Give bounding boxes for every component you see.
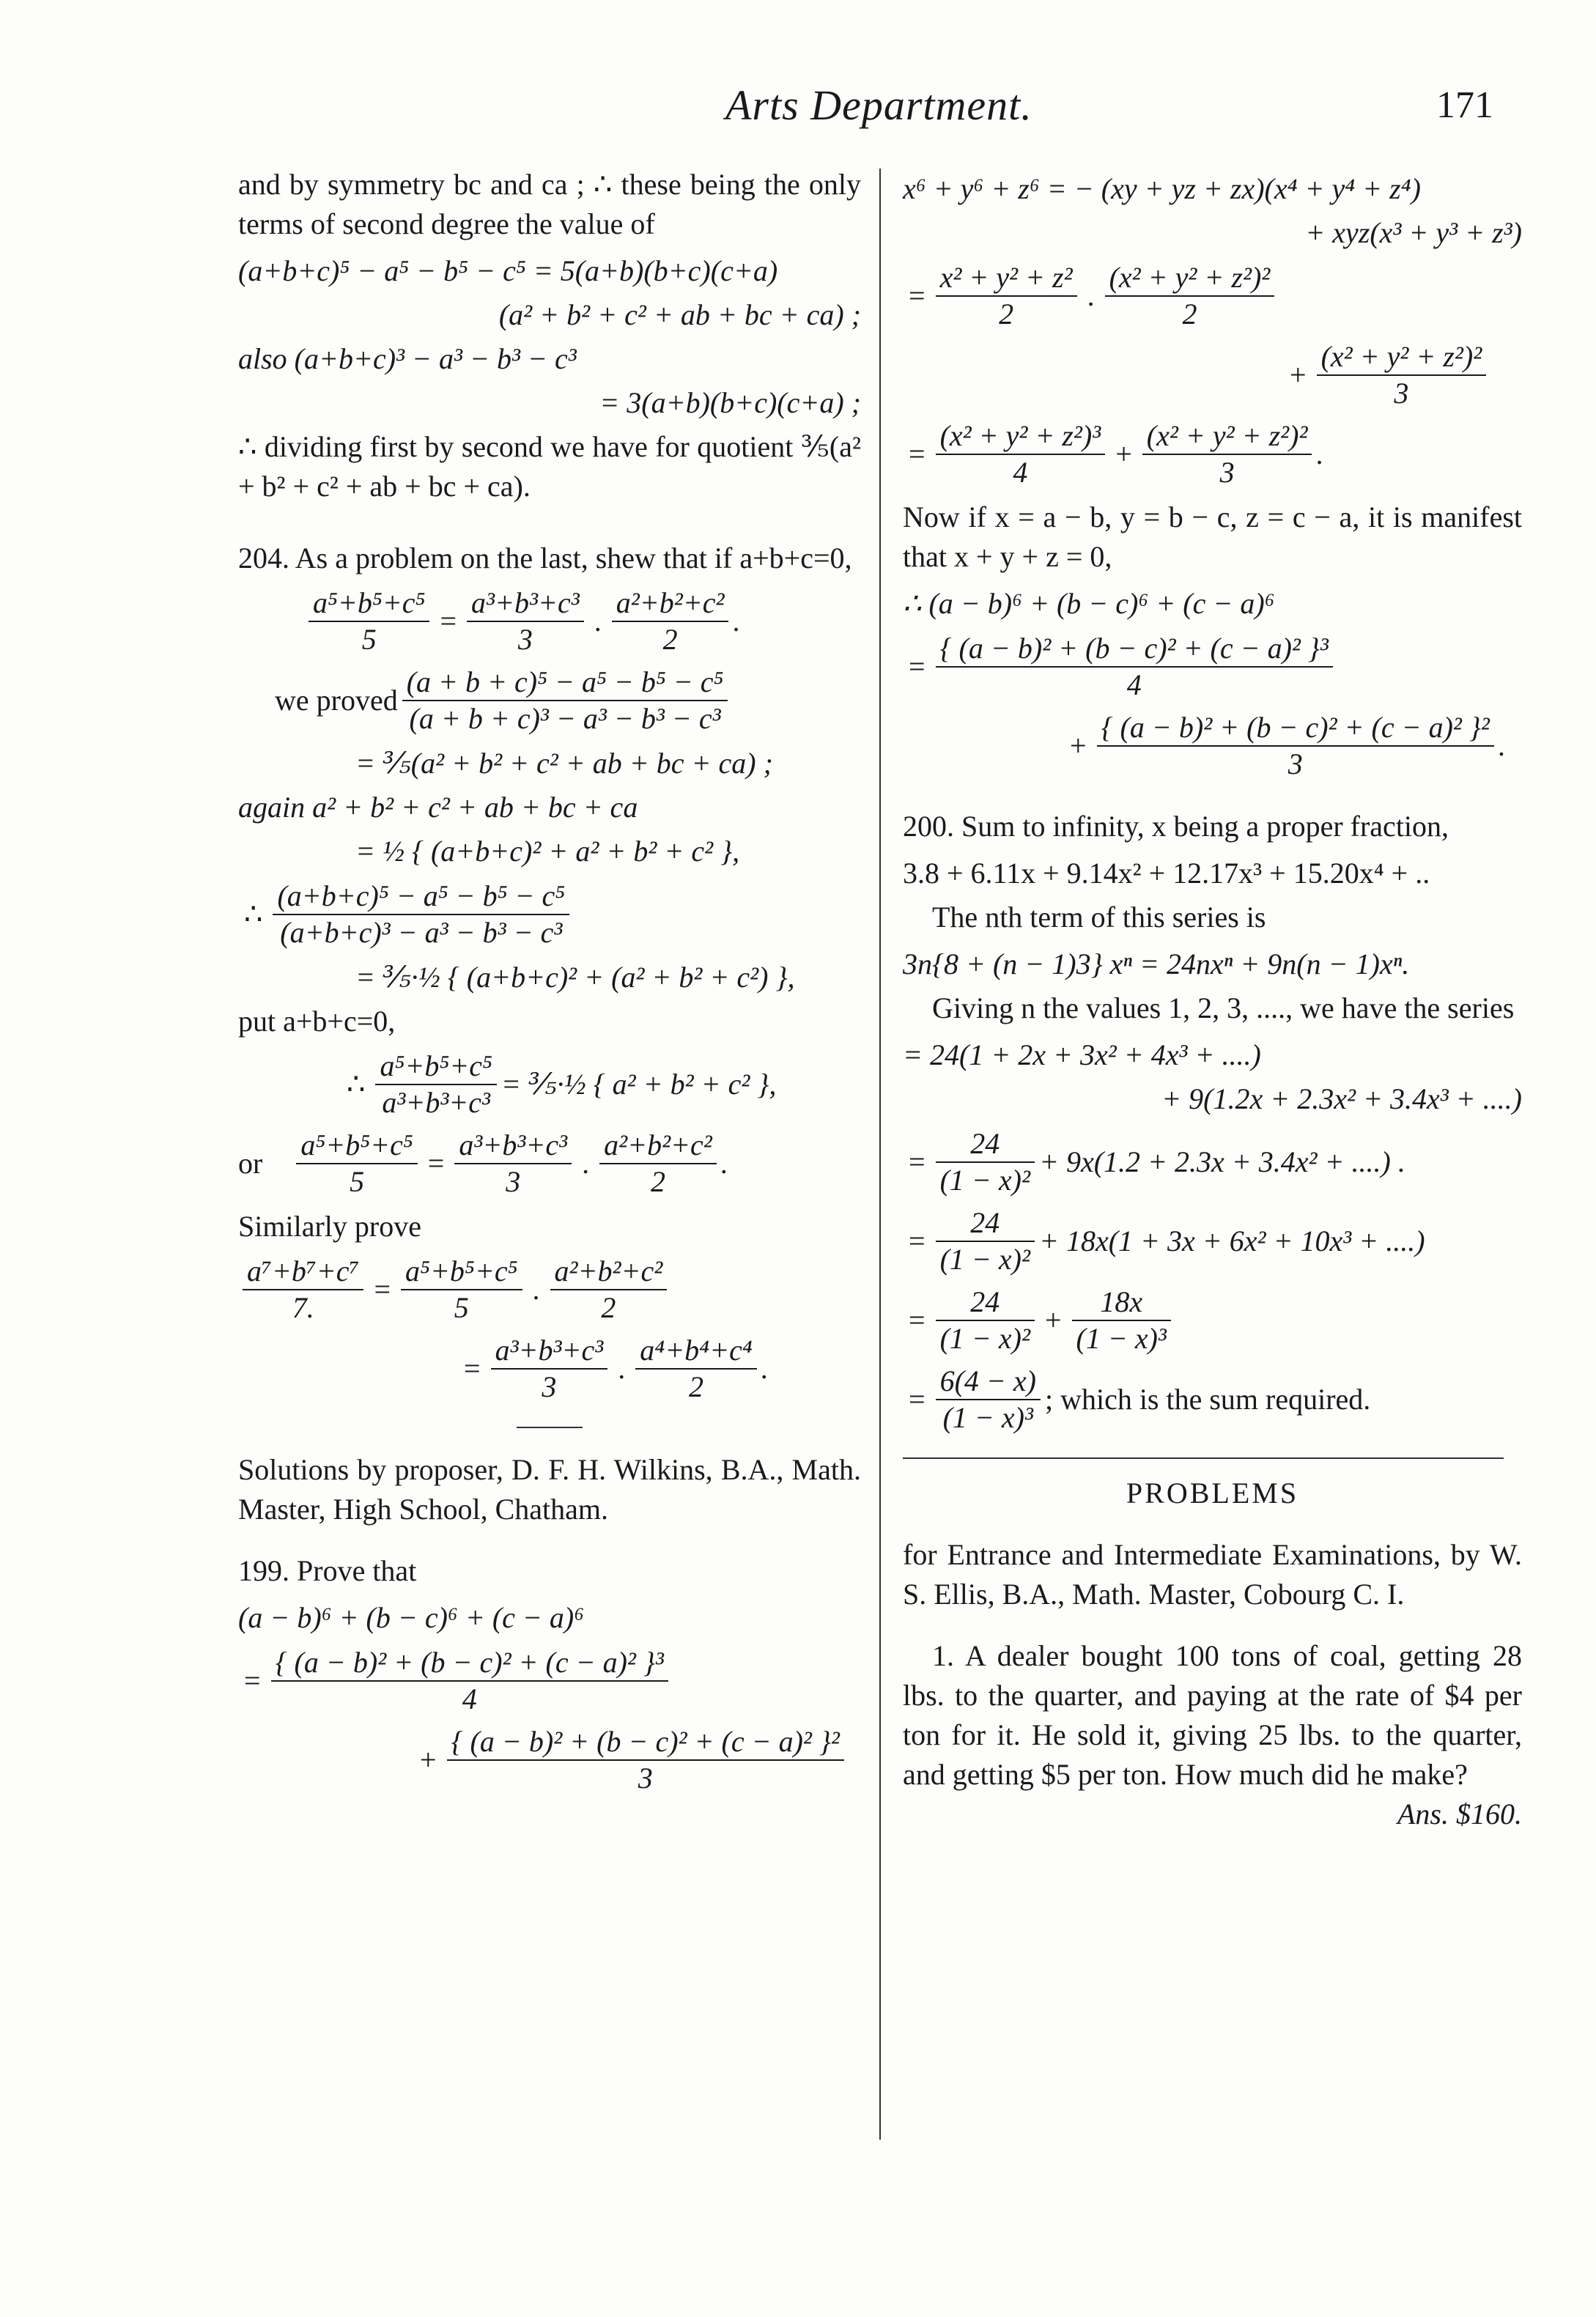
equation: = $\frac{\text{a³+b³+c³}}{3}$ . $\frac{\text{a⁴+b⁴+c⁴}}{2}$ . xyxy=(464,1334,769,1403)
equation: = $\frac{\text{(x² + y² + z²)³}}{4}$ + $\frac{\text{(x² + y² + z²)²}}{3}$ . xyxy=(909,419,1324,489)
equation: $\frac{\text{a⁵+b⁵+c⁵}}{5}$ = $\frac{\text{a³+b³+c³}}{3}$ . $\frac{\text{a²+b²+c²}}{2}$ . xyxy=(238,585,861,657)
equation: (a − b)⁶ + (b − c)⁶ + (c − a)⁶ xyxy=(238,1601,585,1634)
paragraph: 199. Prove that xyxy=(238,1554,417,1587)
equation: (a² + b² + c² + ab + bc + ca) ; xyxy=(498,298,861,331)
column-divider xyxy=(879,169,881,2140)
paragraph: 1. A dealer bought 100 tons of coal, getting 28 lbs. to the quarter, and paying at the rate of $4 per ton for it. He sold it, giving 25 lbs. to the quarter, and getting $5 per ton. How much did he make? Ans. $160. xyxy=(903,1636,1522,1795)
paragraph: Now if x = a − b, y = b − c, z = c − a, it is manifest that x + y + z = 0, xyxy=(903,500,1522,573)
paragraph: put a+b+c=0, xyxy=(238,1005,396,1038)
equation: = 3(a+b)(b+c)(c+a) ; xyxy=(599,386,861,419)
equation: + 9(1.2x + 2.3x² + 3.4x³ + ....) xyxy=(1161,1082,1522,1115)
left-column xyxy=(238,165,861,1803)
section-rule xyxy=(903,1457,1504,1459)
equation: also (a+b+c)³ − a³ − b³ − c³ xyxy=(238,342,577,375)
equation: + $\frac{\text{\{ (a − b)² + (b − c)² + (c − a)² \}²}}{3}$ . xyxy=(1070,711,1506,780)
paragraph: Solutions by proposer, D. F. H. Wilkins, B.A., Math. Master, High School, Chatham. xyxy=(238,1453,861,1526)
answer: Ans. $160. xyxy=(1397,1797,1522,1830)
paragraph: The nth term of this series is xyxy=(932,901,1266,934)
running-head: Arts Department. xyxy=(725,81,1032,129)
equation: $\frac{\text{a⁷+b⁷+c⁷}}{7.}$ = $\frac{\text{a⁵+b⁵+c⁵}}{5}$ . $\frac{\text{a²+b²+c²}}{2}$ xyxy=(238,1254,861,1326)
equation: = $\frac{24}{\text{(1 − x)²}}$ + 9x(1.2 + 2.3x + 3.4x² + ....) . xyxy=(909,1127,1405,1197)
equation: + xyz(x³ + y³ + z³) xyxy=(1305,216,1522,249)
equation: we proved $\frac{\text{(a + b + c)⁵ − a⁵ − b⁵ − c⁵}}{\text{(a + b + c)³ − a³ − b³ − c³}}$ xyxy=(238,665,861,736)
paragraph: Giving n the values 1, 2, 3, ...., we have the series xyxy=(932,991,1515,1024)
equation: = $\frac{6(4 - x)}{\text{(1 − x)³}}$ ; which is the sum required. xyxy=(909,1364,1371,1434)
equation: = $\frac{24}{\text{(1 − x)²}}$ + $\frac{18x}{\text{(1 − x)³}}$ xyxy=(903,1285,1522,1356)
equation: = ⅗·½ { (a+b+c)² + (a² + b² + c²) }, xyxy=(355,961,795,994)
equation: = $\frac{\text{\{ (a − b)² + (b − c)² + (c − a)² \}³}}{4}$ xyxy=(903,631,1522,703)
equation: again a² + b² + c² + ab + bc + ca xyxy=(238,791,638,824)
equation: + $\frac{\text{\{ (a − b)² + (b − c)² + (c − a)² \}²}}{3}$ xyxy=(238,1724,861,1796)
equation: ∴ $\frac{\text{a⁵+b⁵+c⁵}}{\text{a³+b³+c³}}$ = ⅗·½ { a² + b² + c² }, xyxy=(347,1049,777,1119)
paragraph: 200. Sum to infinity, x being a proper fraction, xyxy=(903,810,1449,843)
paragraph: 204. As a problem on the last, shew that if a+b+c=0, xyxy=(238,542,852,574)
equation: x⁶ + y⁶ + z⁶ = − (xy + yz + zx)(x⁴ + y⁴ + z⁴) xyxy=(903,172,1421,205)
equation: = $\frac{24}{\text{(1 − x)²}}$ + 18x(1 + 3x + 6x² + 10x³ + ....) xyxy=(909,1206,1425,1276)
equation: = $\frac{\text{x² + y² + z²}}{2}$ . $\frac{\text{(x² + y² + z²)²}}{2}$ xyxy=(903,260,1522,332)
page-header xyxy=(0,73,1596,132)
paragraph: for Entrance and Intermediate Examinations, by W. S. Ellis, B.A., Math. Master, Cobourg C. I. xyxy=(903,1538,1522,1611)
equation: ∴ $\frac{\text{(a+b+c)⁵ − a⁵ − b⁵ − c⁵}}{\text{(a+b+c)³ − a³ − b³ − c³}}$ xyxy=(238,879,861,950)
paragraph: ∴ dividing first by second we have for quotient ⅗(a² + b² + c² + ab + bc + ca). xyxy=(238,430,861,503)
paragraph: and by symmetry bc and ca ; ∴ these being the only terms of second degree the value of xyxy=(238,168,861,240)
equation: 3n{8 + (n − 1)3} xⁿ = 24nxⁿ + 9n(n − 1)xⁿ. xyxy=(903,947,1410,980)
equation: = ⅗(a² + b² + c² + ab + bc + ca) ; xyxy=(355,747,773,780)
right-column xyxy=(903,165,1522,1834)
equation: ∴ (a − b)⁶ + (b − c)⁶ + (c − a)⁶ xyxy=(903,587,1275,620)
equation: + $\frac{\text{(x² + y² + z²)²}}{3}$ xyxy=(903,339,1522,411)
paragraph: Similarly prove xyxy=(238,1210,421,1243)
equation: = 24(1 + 2x + 3x² + 4x³ + ....) xyxy=(903,1038,1261,1071)
equation: or $\frac{\text{a⁵+b⁵+c⁵}}{5}$ = $\frac{\text{a³+b³+c³}}{3}$ . $\frac{\text{a²+b²+c²}}{2}$ . xyxy=(238,1128,728,1198)
page-number: 171 xyxy=(1436,84,1493,126)
equation: (a+b+c)⁵ − a⁵ − b⁵ − c⁵ = 5(a+b)(b+c)(c+a) xyxy=(238,254,778,287)
equation: 3.8 + 6.11x + 9.14x² + 12.17x³ + 15.20x⁴ + .. xyxy=(903,857,1430,890)
equation: = ½ { (a+b+c)² + a² + b² + c² }, xyxy=(355,835,740,868)
section-heading: PROBLEMS xyxy=(1126,1477,1299,1509)
equation: = $\frac{\text{\{ (a − b)² + (b − c)² + (c − a)² \}³}}{4}$ xyxy=(238,1645,861,1717)
section-rule xyxy=(517,1427,583,1428)
